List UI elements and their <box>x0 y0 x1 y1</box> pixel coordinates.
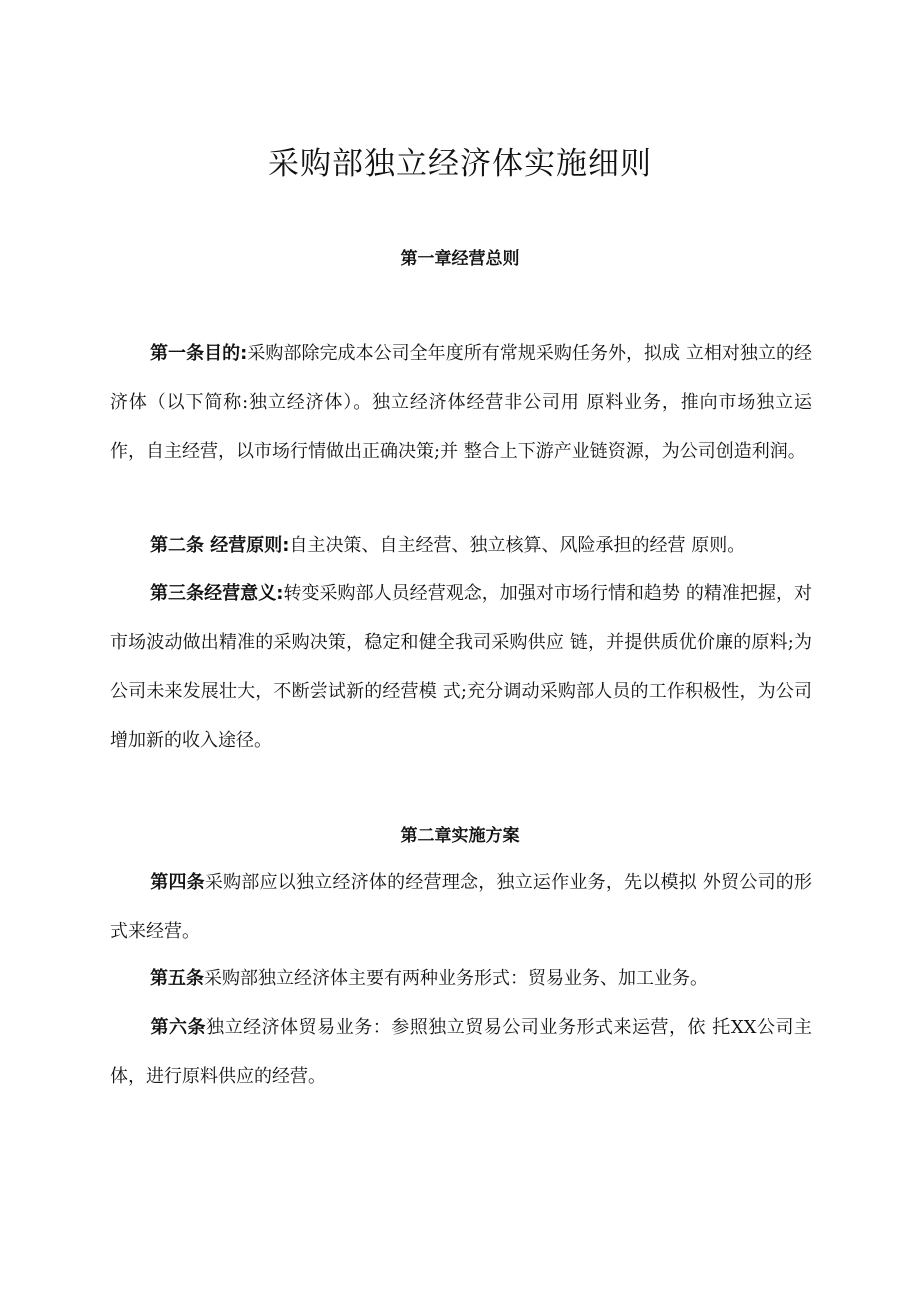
article-6-lead: 第六条 <box>150 1017 207 1038</box>
article-1 <box>110 329 812 476</box>
article-4-text: 采购部应以独立经济体的经营理念，独立运作业务，先以模拟 外贸公司的形式来经营。 <box>110 872 813 942</box>
article-5-text: 采购部独立经济体主要有两种业务形式：贸易业务、加工业务。 <box>204 968 708 989</box>
article-6 <box>110 1003 812 1101</box>
chapter-2-heading: 第二章实施方案 <box>400 826 520 846</box>
document-title: 采购部独立经济体实施细则 <box>268 146 652 182</box>
article-1-lead: 第一条目的: <box>150 343 248 364</box>
article-3-lead: 第三条经营意义: <box>150 583 284 604</box>
article-1-text: 采购部除完成本公司全年度所有常规采购任务外，拟成 立相对独立的经济体（以下简称:独立经济体）。独立经济体经营非公司用 原料业务，推向市场独立运作，自主经营，以市场行情做出正确决策;并 整合上下游产业链资源，为公司创造利润。 <box>110 343 813 462</box>
article-5-lead: 第五条 <box>150 968 204 989</box>
article-3-text: 转变采购部人员经营观念，加强对市场行情和趋势 的精准把握，对市场波动做出精准的采购决策，稳定和健全我司采购供应 链，并提供质优价廉的原料;为公司未来发展壮大，不断尝试新的经营模 式;充分调动采购部人员的工作积极性，为公司增加新的收入途径。 <box>110 583 813 751</box>
article-6-text: 独立经济体贸易业务：参照独立贸易公司业务形式来运营，依 托XX公司主体，进行原料供应的经营。 <box>110 1017 812 1087</box>
article-2-text: 自主决策、自主经营、独立核算、风险承担的经营 原则。 <box>289 535 746 556</box>
chapter-1-heading: 第一章经营总则 <box>400 249 520 269</box>
article-3 <box>110 569 812 765</box>
article-2-lead: 第二条 经营原则: <box>150 535 290 556</box>
article-2 <box>110 521 812 570</box>
article-4-lead: 第四条 <box>150 872 205 893</box>
article-4 <box>110 858 812 956</box>
article-5 <box>110 954 812 1003</box>
